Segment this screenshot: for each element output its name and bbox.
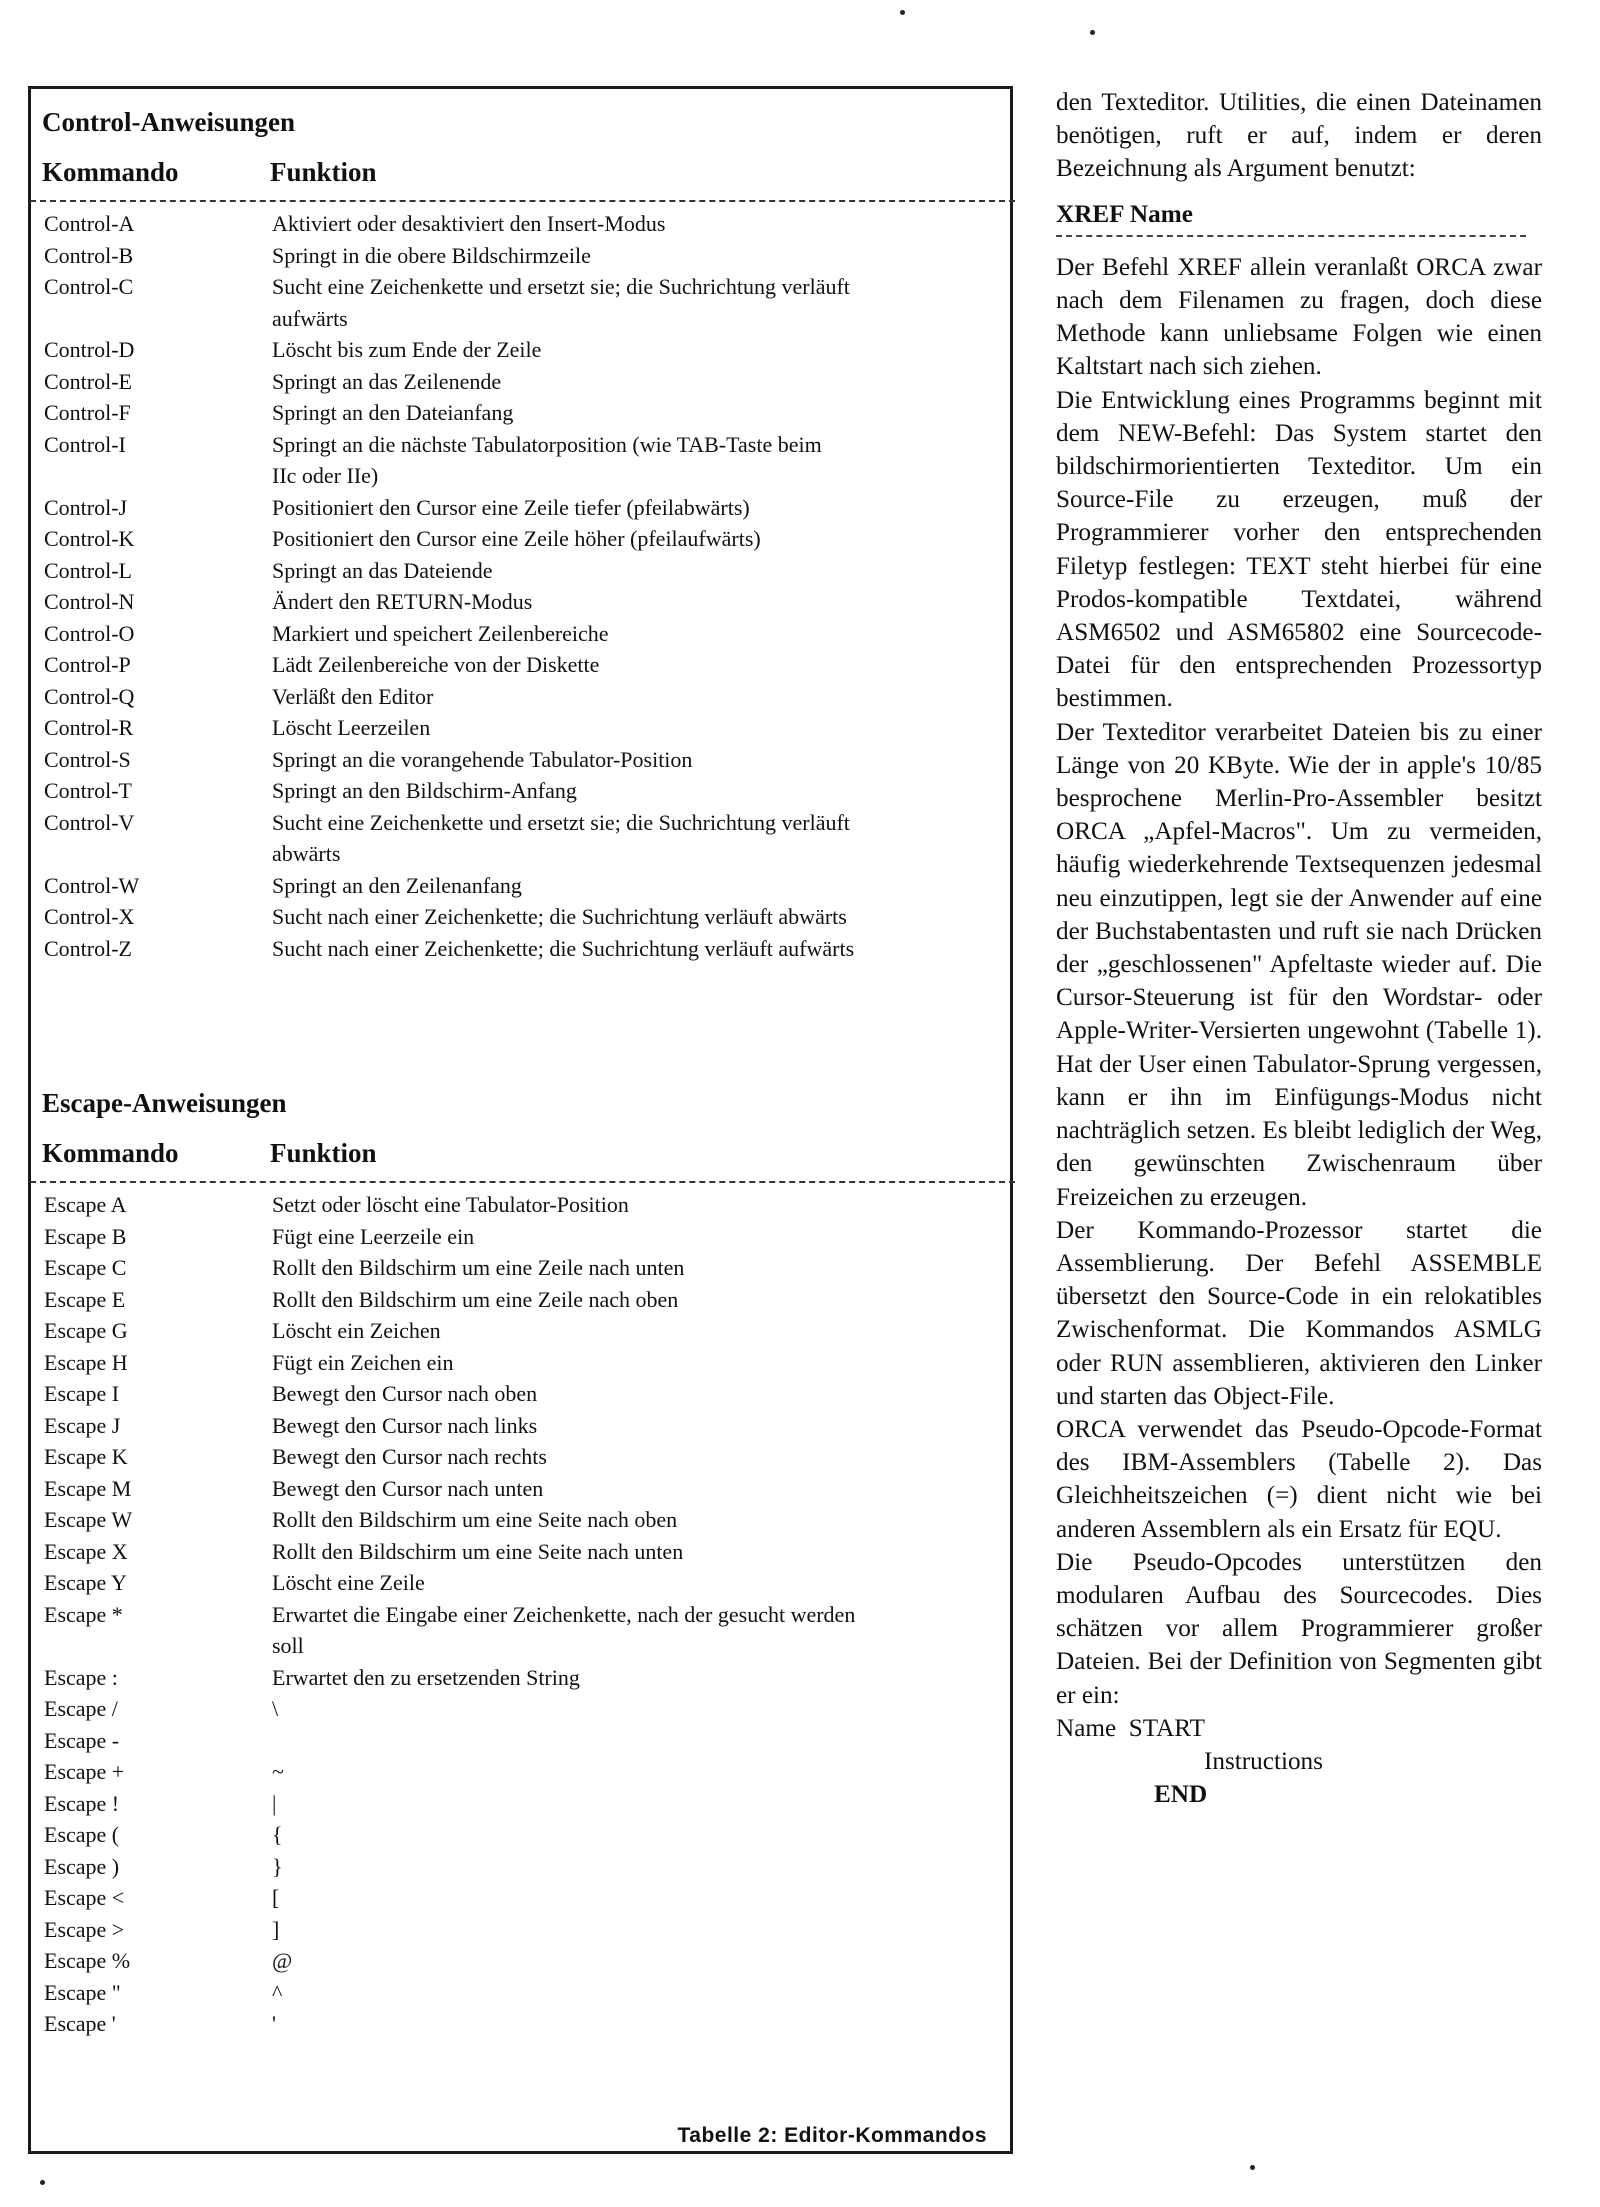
article-paragraph: Der Kommando-Prozessor startet die Assemblierung. Der Befehl ASSEMBLE übersetzt den Source-Code in ein relokatibles Zwischenformat. Die Kommandos ASMLG oder RUN assemblieren, aktivieren den Linker und starten das Object-File. <box>1056 1216 1542 1410</box>
escape-command: Escape E <box>44 1286 126 1312</box>
control-function: Springt an das Dateiende <box>272 557 493 583</box>
escape-function: Erwartet die Eingabe einer Zeichenkette, nach der gesucht werden <box>272 1601 856 1627</box>
control-command: Control-W <box>44 872 140 898</box>
control-function: abwärts <box>272 841 341 866</box>
control-function: Springt an die nächste Tabulatorposition (wie TAB-Taste beim <box>272 431 822 457</box>
escape-command: Escape ! <box>44 1790 120 1816</box>
control-command: Control-I <box>44 431 126 457</box>
control-command: Control-V <box>44 809 135 835</box>
control-function: Sucht eine Zeichenkette und ersetzt sie; die Suchrichtung verläuft <box>272 274 850 299</box>
escape-header-rule <box>30 1181 1015 1183</box>
escape-col-command: Kommando <box>42 1137 179 1168</box>
control-function: IIc oder IIe) <box>272 463 379 488</box>
scan-speck <box>1250 2165 1255 2170</box>
escape-function: Bewegt den Cursor nach rechts <box>272 1444 547 1469</box>
escape-function: [ <box>272 1885 280 1910</box>
escape-row <box>42 1536 1002 1568</box>
escape-row <box>42 1819 1002 1851</box>
escape-command: Escape + <box>44 1759 125 1784</box>
control-function: Lädt Zeilenbereiche von der Diskette <box>272 652 600 677</box>
escape-row <box>42 1756 1002 1788</box>
control-row <box>42 744 1002 776</box>
control-function: Sucht nach einer Zeichenkette; die Suchrichtung verläuft abwärts <box>272 904 847 929</box>
control-row <box>42 208 1002 240</box>
control-command: Control-J <box>44 494 128 520</box>
escape-function: Setzt oder löscht eine Tabulator-Position <box>272 1192 629 1217</box>
escape-function: Bewegt den Cursor nach oben <box>272 1381 538 1406</box>
control-function: aufwärts <box>272 305 348 331</box>
escape-row <box>42 1221 1002 1253</box>
escape-function: Fügt eine Leerzeile ein <box>272 1223 475 1249</box>
control-row <box>42 492 1002 524</box>
escape-function: Rollt den Bildschirm um eine Zeile nach unten <box>272 1255 685 1280</box>
control-row <box>42 366 1002 398</box>
escape-header-row <box>42 1125 1002 1181</box>
escape-command: Escape H <box>44 1349 128 1375</box>
control-command: Control-O <box>44 620 135 646</box>
control-command <box>42 460 272 492</box>
xref-heading: XREF Name <box>1056 198 1526 237</box>
control-row <box>42 523 1002 555</box>
control-command: Control-D <box>44 337 135 362</box>
control-command: Control-X <box>44 904 135 929</box>
code-line-3: END <box>1154 1781 1208 1809</box>
control-rows <box>42 208 1002 964</box>
escape-row <box>42 1977 1002 2009</box>
escape-command: Escape W <box>44 1507 133 1532</box>
control-command: Control-K <box>44 526 135 551</box>
escape-command: Escape ( <box>44 1822 120 1847</box>
escape-command: Escape - <box>44 1727 120 1753</box>
escape-row <box>42 1347 1002 1379</box>
control-row <box>42 712 1002 744</box>
escape-row <box>42 1284 1002 1316</box>
escape-function: Rollt den Bildschirm um eine Zeile nach oben <box>272 1286 679 1312</box>
escape-command: Escape G <box>44 1318 128 1343</box>
article-paragraph: ORCA verwendet das Pseudo-Opcode-Format des IBM-Assemblers (Tabelle 2). Das Gleichheitszeichen (=) dient nicht wie bei anderen Assemblern als ein Ersatz für EQU. <box>1056 1415 1542 1543</box>
control-function: Springt an den Zeilenanfang <box>272 872 522 898</box>
control-row <box>42 649 1002 681</box>
escape-command: Escape > <box>44 1916 125 1942</box>
escape-command: Escape K <box>44 1444 128 1469</box>
control-function: Sucht nach einer Zeichenkette; die Suchrichtung verläuft aufwärts <box>272 935 855 961</box>
control-function: Löscht bis zum Ende der Zeile <box>272 337 542 362</box>
escape-row <box>42 1441 1002 1473</box>
control-row <box>42 681 1002 713</box>
escape-function: Löscht eine Zeile <box>272 1570 425 1595</box>
escape-row <box>42 1567 1002 1599</box>
control-command: Control-L <box>44 557 132 583</box>
escape-command: Escape M <box>44 1475 132 1501</box>
control-function: Sucht eine Zeichenkette und ersetzt sie; die Suchrichtung verläuft <box>272 809 850 835</box>
escape-function: Bewegt den Cursor nach links <box>272 1412 538 1438</box>
escape-function: Bewegt den Cursor nach unten <box>272 1475 544 1501</box>
escape-rows <box>42 1189 1002 2040</box>
escape-row <box>42 1945 1002 1977</box>
escape-row <box>42 1725 1002 1757</box>
control-command: Control-Q <box>44 683 135 709</box>
escape-row <box>42 1630 1002 1662</box>
article-paragraph: Der Texteditor verarbeitet Dateien bis zu einer Länge von 20 KByte. Wie der in apple's 10/85 besprochene Merlin-Pro-Assembler besitzt ORCA „Apfel-Macros". Um zu vermeiden, häufig wiederkehrende Textsequenzen jedesmal neu einzutippen, legt sie der Anwender auf eine der Buchstabentasten und ruft sie nach Drücken der „geschlossenen" Apfeltaste wieder auf. Die Cursor-Steuerung ist für den Wordstar- oder Apple-Writer-Versierten ungewohnt (Tabelle 1). Hat der User einen Tabulator-Sprung vergessen, kann er ihn im Einfügungs-Modus nicht nachträglich setzen. Es bleibt lediglich der Weg, den gewünschten Zwischenraum über Freizeichen zu erzeugen. <box>1056 718 1542 1211</box>
control-function: Löscht Leerzeilen <box>272 715 431 740</box>
control-row <box>42 303 1002 335</box>
control-command: Control-N <box>44 589 135 614</box>
escape-row <box>42 2008 1002 2040</box>
escape-command: Escape Y <box>44 1570 127 1595</box>
control-command: Control-Z <box>44 935 132 961</box>
control-function: Verläßt den Editor <box>272 683 434 709</box>
escape-function: Rollt den Bildschirm um eine Seite nach unten <box>272 1538 684 1564</box>
control-header-row <box>42 144 1002 200</box>
control-command: Control-T <box>44 778 132 803</box>
table-caption: Tabelle 2: Editor-Kommandos <box>677 2124 987 2147</box>
control-function: Springt an den Bildschirm-Anfang <box>272 778 577 803</box>
escape-section-title: Escape-Anweisungen <box>42 1088 287 1118</box>
escape-row <box>42 1410 1002 1442</box>
escape-row <box>42 1378 1002 1410</box>
escape-row <box>42 1504 1002 1536</box>
control-function: Markiert und speichert Zeilenbereiche <box>272 620 609 646</box>
control-section-title: Control-Anweisungen <box>42 107 296 137</box>
section-gap <box>42 964 1002 1081</box>
control-row <box>42 933 1002 965</box>
control-row <box>42 838 1002 870</box>
control-header-rule <box>30 200 1015 202</box>
control-row <box>42 807 1002 839</box>
escape-command: Escape B <box>44 1223 127 1249</box>
escape-function: ' <box>272 2011 276 2036</box>
escape-command: Escape A <box>44 1192 127 1217</box>
escape-function: | <box>272 1790 277 1816</box>
escape-row <box>42 1315 1002 1347</box>
control-command: Control-A <box>44 211 135 236</box>
escape-function: ~ <box>272 1759 284 1784</box>
escape-row <box>42 1788 1002 1820</box>
control-command: Control-S <box>44 746 131 772</box>
escape-command <box>42 1630 272 1662</box>
escape-function: Fügt ein Zeichen ein <box>272 1349 454 1375</box>
escape-row <box>42 1473 1002 1505</box>
escape-function: @ <box>272 1948 293 1973</box>
control-row <box>42 870 1002 902</box>
escape-col-function: Funktion <box>270 1137 377 1168</box>
escape-row <box>42 1693 1002 1725</box>
scan-speck <box>900 10 905 15</box>
control-function: Springt an den Dateianfang <box>272 400 514 425</box>
escape-function: ^ <box>272 1979 283 2005</box>
control-command: Control-F <box>44 400 131 425</box>
escape-command: Escape " <box>44 1979 121 2005</box>
control-command <box>42 303 272 335</box>
control-function: Positioniert den Cursor eine Zeile tiefer (pfeilabwärts) <box>272 494 750 520</box>
control-command: Control-P <box>44 652 131 677</box>
escape-command: Escape % <box>44 1948 131 1973</box>
escape-command: Escape I <box>44 1381 120 1406</box>
escape-function: } <box>272 1853 283 1879</box>
escape-command: Escape / <box>44 1696 118 1721</box>
control-command: Control-C <box>44 274 134 299</box>
control-row <box>42 271 1002 303</box>
code-example <box>1056 1712 1542 1812</box>
control-row <box>42 397 1002 429</box>
escape-command: Escape J <box>44 1412 121 1438</box>
control-row <box>42 240 1002 272</box>
control-row <box>42 586 1002 618</box>
escape-row <box>42 1252 1002 1284</box>
control-command: Control-B <box>44 242 134 268</box>
control-row <box>42 901 1002 933</box>
control-function: Springt in die obere Bildschirmzeile <box>272 242 591 268</box>
escape-function: soll <box>272 1633 304 1658</box>
escape-command: Escape C <box>44 1255 127 1280</box>
control-function: Aktiviert oder desaktiviert den Insert-Modus <box>272 211 666 236</box>
escape-row <box>42 1189 1002 1221</box>
escape-function: ] <box>272 1916 280 1942</box>
control-function: Springt an das Zeilenende <box>272 368 502 394</box>
control-row <box>42 555 1002 587</box>
control-row <box>42 429 1002 461</box>
control-function: Positioniert den Cursor eine Zeile höher (pfeilaufwärts) <box>272 526 761 551</box>
control-command: Control-R <box>44 715 134 740</box>
escape-command: Escape * <box>44 1601 123 1627</box>
control-function: Ändert den RETURN-Modus <box>272 589 533 614</box>
escape-command: Escape ) <box>44 1853 120 1879</box>
article-text-column <box>1056 86 1542 1811</box>
article-paragraph: Der Befehl XREF allein veranlaßt ORCA zwar nach dem Filenamen zu fragen, doch diese Methode kann unliebsame Folgen wie einen Kaltstart nach sich ziehen. <box>1056 253 1542 381</box>
escape-row <box>42 1599 1002 1631</box>
article-paragraph: Die Entwicklung eines Programms beginnt mit dem NEW-Befehl: Das System startet den bildschirmorientierten Texteditor. Um ein Source-File zu erzeugen, muß der Programmierer vorher den entsprechenden Filetyp festlegen: TEXT steht hierbei für eine Prodos-kompatible Textdatei, während ASM6502 und ASM65802 eine Sourcecode-Datei für den entsprechenden Prozessortyp bestimmen. <box>1056 386 1542 713</box>
escape-row <box>42 1662 1002 1694</box>
escape-function: Erwartet den zu ersetzenden String <box>272 1664 580 1690</box>
escape-command: Escape X <box>44 1538 128 1564</box>
code-line-2: Instructions <box>1204 1747 1323 1775</box>
control-col-function: Funktion <box>270 156 377 187</box>
control-command <box>42 838 272 870</box>
control-function: Springt an die vorangehende Tabulator-Position <box>272 746 693 772</box>
escape-function: Rollt den Bildschirm um eine Seite nach oben <box>272 1507 678 1532</box>
control-command: Control-E <box>44 368 132 394</box>
control-row <box>42 775 1002 807</box>
code-line-1: Name START <box>1056 1714 1205 1742</box>
escape-command: Escape : <box>44 1664 118 1690</box>
escape-row <box>42 1851 1002 1883</box>
escape-row <box>42 1914 1002 1946</box>
escape-function: Löscht ein Zeichen <box>272 1318 441 1343</box>
escape-function: \ <box>272 1696 279 1721</box>
escape-function: { <box>272 1822 283 1847</box>
scan-speck <box>40 2180 45 2185</box>
escape-function <box>272 1725 1002 1757</box>
control-col-command: Kommando <box>42 156 179 187</box>
control-row <box>42 460 1002 492</box>
control-row <box>42 618 1002 650</box>
control-row <box>42 334 1002 366</box>
escape-command: Escape < <box>44 1885 125 1910</box>
article-paragraph: Die Pseudo-Opcodes unterstützen den modularen Aufbau des Sourcecodes. Dies schätzen vor allem Programmierer großer Dateien. Bei der Definition von Segmenten gibt er ein: <box>1056 1548 1542 1709</box>
scan-speck <box>1090 30 1095 35</box>
intro-paragraph: den Texteditor. Utilities, die einen Dateinamen benötigen, ruft er auf, indem er deren Bezeichnung als Argument benutzt: <box>1056 89 1542 183</box>
editor-commands-table <box>42 100 1002 2040</box>
escape-command: Escape ' <box>44 2011 116 2036</box>
escape-row <box>42 1882 1002 1914</box>
article-paragraphs <box>1056 251 1542 1712</box>
